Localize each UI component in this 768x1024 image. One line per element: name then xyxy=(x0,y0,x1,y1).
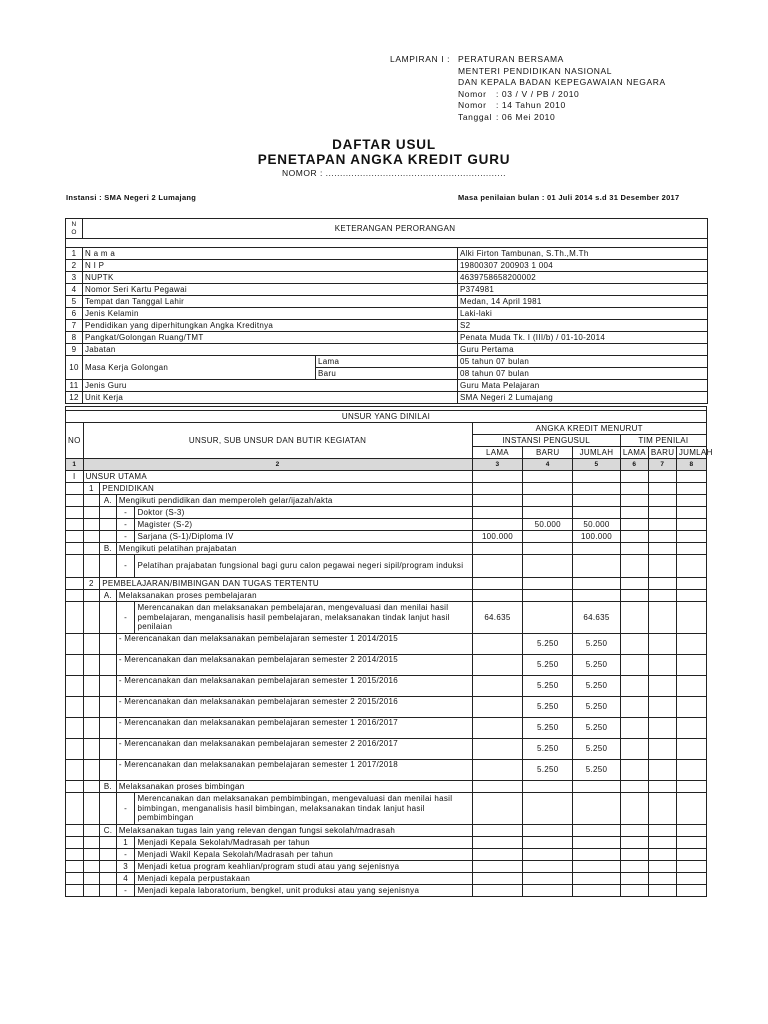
no-header: N O xyxy=(66,219,83,239)
table-row: 2 N I P 19800307 200903 1 004 xyxy=(66,260,708,272)
table-row: - Merencanakan dan melaksanakan pembelajaran semester 1 2017/2018 5.250 5.250 xyxy=(66,760,707,781)
table-row: B. Mengikuti pelatihan prajabatan xyxy=(66,543,707,555)
table-row: 8 Pangkat/Golongan Ruang/TMT Penata Muda Tk. I (III/b) / 01-10-2014 xyxy=(66,332,708,344)
col-no: NO xyxy=(66,423,84,459)
keterangan-header: KETERANGAN PERORANGAN xyxy=(83,219,708,239)
table-row: - Menjadi Wakil Kepala Sekolah/Madrasah per tahun xyxy=(66,849,707,861)
nomor2-label: Nomor xyxy=(458,100,487,110)
table-row: 10 Masa Kerja Golongan Lama 05 tahun 07 bulan xyxy=(66,356,708,368)
unsur-table xyxy=(65,406,713,897)
table-row: - Merencanakan dan melaksanakan pembelajaran semester 2 2015/2016 5.250 5.250 xyxy=(66,697,707,718)
lampiran-block xyxy=(458,54,666,123)
col-instansi: INSTANSI PENGUSUL xyxy=(472,435,620,447)
table-row: 1 PENDIDIKAN xyxy=(66,483,707,495)
table-row: 4 Nomor Seri Kartu Pegawai P374981 xyxy=(66,284,708,296)
doc-title: DAFTAR USUL xyxy=(332,137,436,152)
table-row: A. Mengikuti pendidikan dan memperoleh gelar/ijazah/akta xyxy=(66,495,707,507)
doc-subtitle: PENETAPAN ANGKA KREDIT GURU xyxy=(257,152,511,167)
table-row: - Menjadi kepala laboratorium, bengkel, unit produksi atau yang sejenisnya xyxy=(66,885,707,897)
lampiran-line: DAN KEPALA BADAN KEPEGAWAIAN NEGARA xyxy=(458,77,666,87)
table-row: B. Melaksanakan proses bimbingan xyxy=(66,781,707,793)
table-row: 3 Menjadi ketua program keahlian/program studi atau yang sejenisnya xyxy=(66,861,707,873)
tanggal-label: Tanggal xyxy=(458,111,492,122)
sub-baru: BARU xyxy=(648,447,676,459)
table-row: 5 Tempat dan Tanggal Lahir Medan, 14 April 1981 xyxy=(66,296,708,308)
table-row: - Doktor (S-3) xyxy=(66,507,707,519)
number-row: 1 2 3 4 5 6 7 8 xyxy=(66,459,707,471)
masa-penilaian: Masa penilaian bulan : 01 Juli 2014 s.d 31 Desember 2017 xyxy=(458,193,680,202)
table-row: - Pelatihan prajabatan fungsional bagi guru calon pegawai negeri sipil/program induksi xyxy=(66,555,707,578)
table-row: 11 Jenis Guru Guru Mata Pelajaran xyxy=(66,380,708,392)
table-row: - Merencanakan dan melaksanakan pembelajaran semester 1 2016/2017 5.250 5.250 xyxy=(66,718,707,739)
sub-baru: BARU xyxy=(523,447,573,459)
table-row: Baru 08 tahun 07 bulan xyxy=(66,368,708,380)
table-row: 9 Jabatan Guru Pertama xyxy=(66,344,708,356)
table-row: A. Melaksanakan proses pembelajaran xyxy=(66,590,707,602)
tanggal-value: : 06 Mei 2010 xyxy=(496,111,556,122)
table-row: - Merencanakan dan melaksanakan pembelajaran semester 2 2014/2015 5.250 5.250 xyxy=(66,655,707,676)
instansi: Instansi : SMA Negeri 2 Lumajang xyxy=(66,193,197,202)
col-unsur: UNSUR, SUB UNSUR DAN BUTIR KEGIATAN xyxy=(83,423,472,459)
table-row: 7 Pendidikan yang diperhitungkan Angka Kreditnya S2 xyxy=(66,320,708,332)
table-row: 6 Jenis Kelamin Laki-laki xyxy=(66,308,708,320)
lampiran-label: LAMPIRAN I : xyxy=(390,54,451,64)
sub-jumlah: JUMLAH xyxy=(676,447,706,459)
nomor-label: Nomor xyxy=(458,88,487,99)
nomor2-value: : 14 Tahun 2010 xyxy=(496,100,566,110)
table-row: 3 NUPTK 4639758658200002 xyxy=(66,272,708,284)
table-row: - Merencanakan dan melaksanakan pembelajaran semester 2 2016/2017 5.250 5.250 xyxy=(66,739,707,760)
col-tim: TIM PENILAI xyxy=(620,435,706,447)
table-row: 12 Unit Kerja SMA Negeri 2 Lumajang xyxy=(66,392,708,404)
table-row: - Merencanakan dan melaksanakan pembelajaran semester 1 2014/2015 5.250 5.250 xyxy=(66,634,707,655)
table-row: 4 Menjadi kepala perpustakaan xyxy=(66,873,707,885)
sub-jumlah: JUMLAH xyxy=(573,447,621,459)
nomor-value: : 03 / V / PB / 2010 xyxy=(496,88,580,99)
doc-nomor: NOMOR : ............................................................... xyxy=(282,168,506,178)
lampiran-line: PERATURAN BERSAMA xyxy=(458,54,564,64)
unsur-header: UNSUR YANG DINILAI xyxy=(66,411,707,423)
table-row: - Merencanakan dan melaksanakan pembelajaran semester 1 2015/2016 5.250 5.250 xyxy=(66,676,707,697)
table-row: - Merencanakan dan melaksanakan pembimbingan, mengevaluasi dan menilai hasil bimbingan, menganalisis hasil bimbingan, melaksanakan tindak lanjut hasil pembimbingan xyxy=(66,793,707,825)
lampiran-line: MENTERI PENDIDIKAN NASIONAL xyxy=(458,65,613,76)
col-angka-kredit: ANGKA KREDIT MENURUT xyxy=(472,423,706,435)
table-row: - Magister (S-2) 50.000 50.000 xyxy=(66,519,707,531)
sub-lama: LAMA xyxy=(472,447,523,459)
sub-lama: LAMA xyxy=(620,447,648,459)
personal-table xyxy=(65,218,708,404)
table-row: C. Melaksanakan tugas lain yang relevan dengan fungsi sekolah/madrasah xyxy=(66,825,707,837)
table-row: I UNSUR UTAMA xyxy=(66,471,707,483)
table-row: 2 PEMBELAJARAN/BIMBINGAN DAN TUGAS TERTENTU xyxy=(66,578,707,590)
table-row: 1 N a m a Alki Firton Tambunan, S.Th.,M.Th xyxy=(66,248,708,260)
table-row: - Sarjana (S-1)/Diploma IV 100.000 100.000 xyxy=(66,531,707,543)
table-row: 1 Menjadi Kepala Sekolah/Madrasah per tahun xyxy=(66,837,707,849)
table-row: - Merencanakan dan melaksanakan pembelajaran, mengevaluasi dan menilai hasil pembelajaran, menganalisis hasil pembelajaran, melaksanakan tindak lanjut hasil penilaian 64.635 64.635 xyxy=(66,602,707,634)
